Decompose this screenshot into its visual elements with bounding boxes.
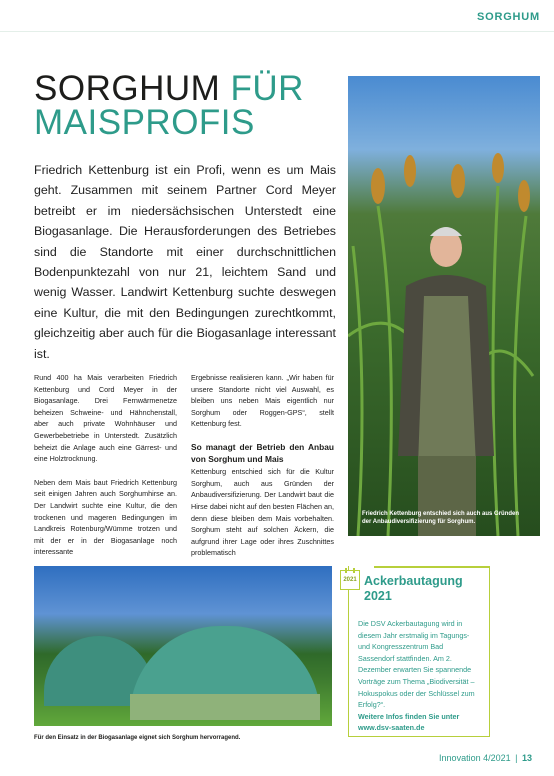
farmer-illustration bbox=[348, 76, 540, 536]
biogas-photo-caption: Für den Einsatz in der Biogasanlage eignet sich Sorghum hervorragend. bbox=[34, 735, 241, 741]
infobox-more-info: Weitere Infos finden Sie unter bbox=[358, 711, 460, 721]
calendar-ring-left bbox=[345, 568, 347, 573]
col1-paragraph-1: Rund 400 ha Mais verarbeiten Friedrich Kettenburg und Cord Meyer in der Biogasanlage. Drei Fernwärmenetze beheizen Schweine- und Hähnchenstall, aber auch private Wohnhäuser und Gewerbebetriebe in Unterstedt. Zusätzlich beheizt die Anlage auch eine Gärrest- und eine Holztrocknung. bbox=[34, 373, 177, 464]
publication-name: Innovation 4/2021 bbox=[439, 753, 511, 763]
headline-part-dark: SORGHUM bbox=[34, 69, 231, 108]
col2-paragraph-2: Kettenburg entschied sich für die Kultur Sorghum, auch aus Gründen der Anbaudiversifizierung. Der Landwirt baut die Hirse dabei nicht auf den besten Flächen an, denn diese bleiben dem Mais vorbehalten. Sorghum steht auf solchen Äckern, die aufgrund ihrer Lage oder ihres Zuschnittes problematisch bbox=[191, 467, 334, 558]
infobox-paragraph: Die DSV Ackerbautagung wird in diesem Jahr erstmalig im Tagungs- und Kongresszentrum Bad Sassendorf stattfinden. Am 2. Dezember erwarten Sie spannende Vorträge zum Thema „Biodiversität – Hokuspokus oder der Schlüssel zum Erfolg?“. bbox=[358, 619, 475, 710]
lead-paragraph: Friedrich Kettenburg ist ein Profi, wenn es um Mais geht. Zusammen mit seinem Partner Cord Meyer betreibt er im niedersächsischen Unterstedt eine Biogasanlage. Die Herausforderungen des Betriebes sind die Standorte mit einer durchschnittlichen Bodenpunktezahl von nur 21, leichtem Sand und wenig Wasser. Landwirt Kettenburg suchte deswegen eine Kultur, die mit den Bedingungen zurechtkommt, gleichzeitig aber auch für die Biogasanlage interessant ist. bbox=[34, 163, 336, 361]
headline-line2: MAISPROFIS bbox=[34, 103, 255, 142]
col2-subheading: So managt der Betrieb den Anbau von Sorghum und Mais bbox=[191, 441, 334, 464]
infobox-title bbox=[364, 574, 484, 604]
section-header bbox=[0, 0, 554, 32]
calendar-icon-label: 2021 bbox=[343, 577, 357, 583]
infobox-title-line2: 2021 bbox=[364, 589, 392, 603]
farmer-photo bbox=[348, 76, 540, 536]
col1-paragraph-2: Neben dem Mais baut Friedrich Kettenburg seit einigen Jahren auch Sorghumhirse an. Der Landwirt suchte eine Kultur, die den trockenen und mageren Bedingungen im Landkreis Rotenburg/Wümme trotzen und mit der er in der Biogasanlage noch interessante bbox=[34, 477, 177, 557]
calendar-ring-right bbox=[353, 568, 355, 573]
header-rule bbox=[0, 31, 554, 32]
infobox-title-line1: Ackerbautagung bbox=[364, 574, 463, 588]
page-number: 13 bbox=[521, 753, 532, 763]
headline-part-teal: FÜR bbox=[230, 69, 304, 108]
biogas-tank-base bbox=[130, 694, 320, 720]
article-headline bbox=[34, 69, 304, 142]
page-footer bbox=[439, 753, 532, 763]
farmer-photo-caption: Friedrich Kettenburg entschied sich auch aus Gründen der Anbaudiversifizierung für Sorghum. bbox=[362, 511, 520, 525]
footer-separator: | bbox=[515, 753, 518, 763]
biogas-plant-photo bbox=[34, 566, 332, 726]
infobox-top-border bbox=[374, 566, 490, 568]
body-column-1 bbox=[34, 372, 177, 570]
section-tag: SORGHUM bbox=[476, 11, 540, 23]
col2-paragraph-1: Ergebnisse realisieren kann. „Wir haben für unsere Standorte nicht viel Auswahl, es bleiben uns neben Mais eigentlich nur Sorghum oder Roggen-GPS“, stellt Kettenburg fest. bbox=[191, 373, 334, 429]
infobox-link[interactable]: www.dsv-saaten.de bbox=[358, 723, 425, 733]
calendar-icon bbox=[340, 570, 360, 590]
infobox-body bbox=[358, 618, 480, 734]
body-column-2 bbox=[191, 372, 334, 571]
